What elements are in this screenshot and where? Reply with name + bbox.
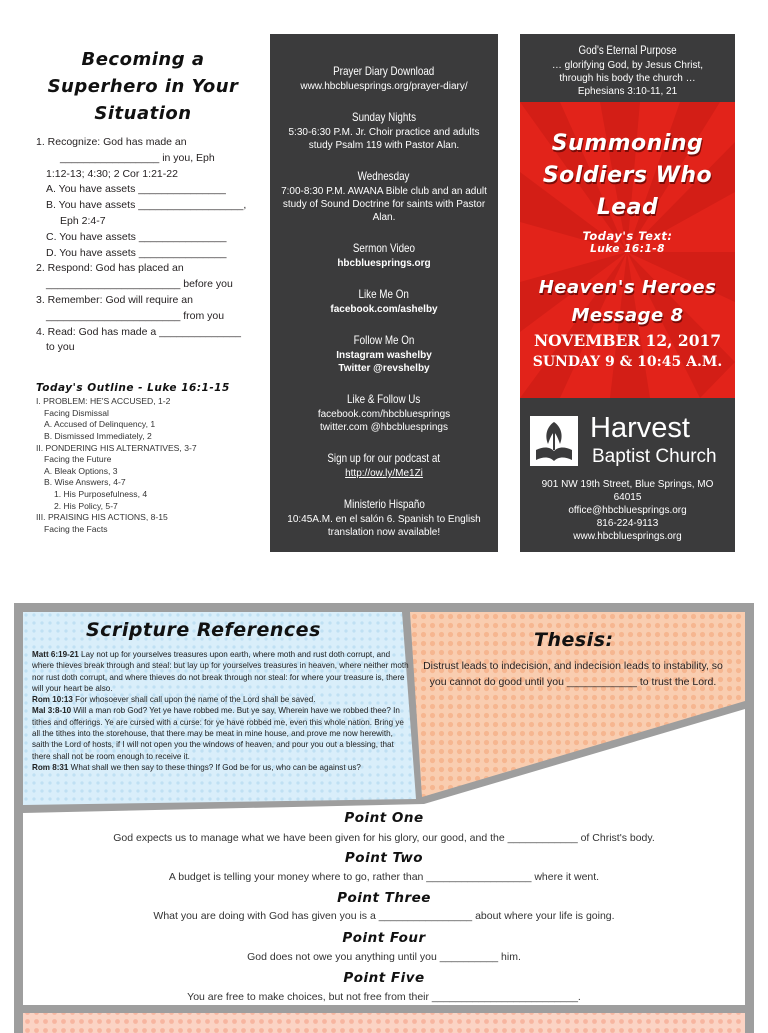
outline-item: I. PROBLEM: HE'S ACCUSED, 1-2 xyxy=(36,396,171,407)
scripture-passage: For whosoever shall call upon the name of the Lord shall be saved. xyxy=(72,695,316,705)
point-one-text: God expects us to manage what we have been given for his glory, our good, and the ____________ of Christ's body. xyxy=(113,832,655,844)
outline-item: B. Dismissed Immediately, 2 xyxy=(44,430,152,441)
church-facebook-link[interactable]: facebook.com/hbcbluesprings xyxy=(317,409,451,420)
ministerio-hispano-block xyxy=(270,495,498,539)
scripture-heading: Scripture References xyxy=(86,619,321,641)
like-follow-us-block xyxy=(270,390,498,434)
church-name: Harvest xyxy=(590,412,690,444)
church-twitter-link[interactable]: twitter.com @hbcbluesprings xyxy=(320,422,448,433)
church-zip: 64015 xyxy=(613,492,642,503)
series-name-line: Heaven's Heroes xyxy=(538,277,717,298)
series-title xyxy=(520,128,735,224)
church-phone: 816-224-9113 xyxy=(596,518,659,529)
info-title: Sign up for our podcast at xyxy=(327,451,441,465)
fill-in-line: A. You have assets _______________ xyxy=(46,183,226,196)
point-one-heading: Point One xyxy=(344,810,424,826)
series-name xyxy=(520,274,735,330)
thesis-text: Distrust leads to indecision, and indecision leads to instability, so you cannot do good until you ____________ to trust the Lord. xyxy=(423,660,723,688)
info-title: Wednesday xyxy=(358,169,410,183)
sermon-title xyxy=(36,46,250,127)
fill-in-line: _______________________ before you xyxy=(46,278,233,291)
scripture-passage: Lay not up for yourselves treasures upon earth, where moth and rust doth corrupt, and where thieves break through and steal: but lay up for yourselves treasures in heaven, where neither moth nor rust doth corrupt, and where thieves do not break through nor steal: for where your treasure is, there will your heart be also. xyxy=(32,650,409,693)
fill-in-line: 1. Recognize: God has made an xyxy=(36,136,187,148)
series-title-line: Soldiers Who xyxy=(542,163,713,188)
fill-in-line: B. You have assets __________________, xyxy=(46,199,247,212)
church-contact-box xyxy=(520,398,735,552)
purpose-line: Ephesians 3:10-11, 21 xyxy=(577,86,678,97)
sermon-video-link[interactable]: hbcbluesprings.org xyxy=(337,258,431,269)
info-title: Like Me On xyxy=(358,287,410,301)
footer-panel xyxy=(23,1013,745,1033)
church-info-panel xyxy=(270,34,498,552)
outline-item: Facing Dismissal xyxy=(44,407,109,418)
fill-in-line: Eph 2:4-7 xyxy=(60,214,106,227)
info-text: 10:45A.M. en el salón 6. Spanish to English translation now available! xyxy=(287,514,481,538)
point-five-text: You are free to make choices, but not free from their _________________________. xyxy=(187,991,581,1003)
outline-item: B. Wise Answers, 4-7 xyxy=(44,477,126,488)
fill-in-line: to you xyxy=(46,341,75,354)
eternal-purpose-box xyxy=(520,34,735,102)
series-title-line: Lead xyxy=(596,195,659,220)
fill-in-line: 4. Read: God has made a ______________ xyxy=(36,325,241,338)
purpose-line: through his body the church … xyxy=(559,73,696,84)
info-title: Follow Me On xyxy=(353,333,415,347)
outline-item: III. PRAISING HIS ACTIONS, 8-15 xyxy=(36,512,168,523)
sermon-date: NOVEMBER 12, 2017 xyxy=(533,331,722,350)
church-website-link[interactable]: www.hbcbluesprings.org xyxy=(573,531,682,542)
info-title: Ministerio Hispaño xyxy=(343,497,425,511)
info-title: Prayer Diary Download xyxy=(333,64,435,78)
sermon-title-line: Becoming a xyxy=(81,49,205,70)
follow-me-block xyxy=(270,331,498,375)
point-four-heading: Point Four xyxy=(342,930,426,946)
church-address: 901 NW 19th Street, Blue Springs, MO xyxy=(541,479,714,490)
point-three-heading: Point Three xyxy=(337,890,431,906)
info-text: 7:00-8:30 P.M. AWANA Bible club and an adult study of Sound Doctrine for saints with Pastor Alan. xyxy=(281,186,487,223)
sunday-nights-block xyxy=(270,108,498,152)
sermon-series-banner xyxy=(520,102,735,398)
point-two-text: A budget is telling your money where to go, rather than __________________ where it went. xyxy=(168,871,600,883)
purpose-title: God's Eternal Purpose xyxy=(578,45,677,57)
twitter-handle[interactable]: Twitter @revshelby xyxy=(338,363,430,374)
todays-text-reference: Luke 16:1-8 xyxy=(590,243,665,255)
service-times: SUNDAY 9 & 10:45 A.M. xyxy=(532,354,723,370)
outline-item: 1. His Purposefulness, 4 xyxy=(54,488,148,499)
info-text: 5:30-6:30 P.M. Jr. Choir practice and adults study Psalm 119 with Pastor Alan. xyxy=(288,127,480,151)
outline-item: A. Accused of Delinquency, 1 xyxy=(44,419,156,430)
series-title-line: Summoning xyxy=(551,131,704,156)
podcast-block xyxy=(270,449,498,480)
fill-in-blank-list xyxy=(36,135,250,356)
outline-item: 2. His Policy, 5-7 xyxy=(54,500,118,511)
scripture-ref: Rom 8:31 xyxy=(32,762,69,772)
todays-text-label: Today's Text: xyxy=(582,229,673,243)
outline-list xyxy=(36,396,250,535)
church-contact xyxy=(520,478,735,543)
church-logo-icon xyxy=(530,416,578,466)
church-email-link[interactable]: office@hbcbluesprings.org xyxy=(568,505,687,516)
outline-item: II. PONDERING HIS ALTERNATIVES, 3-7 xyxy=(36,442,197,453)
info-title: Like & Follow Us xyxy=(347,392,421,406)
wednesday-block xyxy=(270,167,498,224)
outline-item: Facing the Facts xyxy=(44,523,108,534)
fill-in-line: _________________ in you, Eph xyxy=(60,151,215,164)
thesis-heading: Thesis: xyxy=(534,629,614,651)
podcast-link[interactable]: http://ow.ly/Me1Zi xyxy=(345,468,423,479)
scripture-passage: Will a man rob God? Yet ye have robbed me. But ye say, Wherein have we robbed thee? In tithes and offerings. Ye are cursed with a curse: for ye have robbed me, even this whole nation. Bring ye all the tithes into the storehouse, that there may be meat in mine house, and prove me now herewith, saith the Lord of hosts, if I will not open you the windows of heaven, and pour you out a blessing, that there shall not be room enough to receive it. xyxy=(32,706,404,761)
outline-item: A. Bleak Options, 3 xyxy=(44,465,118,476)
scripture-ref: Matt 6:19-21 xyxy=(32,650,79,659)
sermon-notes-column xyxy=(36,46,250,535)
fill-in-line: 1:12-13; 4:30; 2 Cor 1:21-22 xyxy=(46,167,178,180)
point-two-heading: Point Two xyxy=(344,850,424,866)
fill-in-line: _______________________ from you xyxy=(46,309,225,322)
notes-page xyxy=(14,603,754,1033)
church-name-sub: Baptist Church xyxy=(592,446,717,467)
point-three-text: What you are doing with God has given you is a ________________ about where your life is going. xyxy=(153,910,615,922)
fill-in-line: 3. Remember: God will require an xyxy=(36,293,193,306)
scripture-ref: Mal 3:8-10 xyxy=(32,706,72,716)
info-title: Sunday Nights xyxy=(351,110,416,124)
sermon-video-block xyxy=(270,239,498,270)
fill-in-line: D. You have assets _______________ xyxy=(46,246,227,259)
facebook-link[interactable]: facebook.com/ashelby xyxy=(330,304,438,315)
info-title: Sermon Video xyxy=(352,241,416,255)
point-four-text: God does not owe you anything until you __________ him. xyxy=(247,951,521,963)
scripture-passage: What shall we then say to these things? If God be for us, who can be against us? xyxy=(68,762,361,772)
scripture-ref: Rom 10:13 xyxy=(32,695,73,705)
prayer-diary-link[interactable]: www.hbcbluesprings.org/prayer-diary/ xyxy=(300,81,468,92)
prayer-diary-block xyxy=(270,62,498,93)
sermon-title-line: Superhero in Your xyxy=(47,76,239,97)
like-me-block xyxy=(270,285,498,316)
purpose-line: … glorifying God, by Jesus Christ, xyxy=(551,60,704,71)
fill-in-line: 2. Respond: God has placed an xyxy=(36,262,184,275)
point-five-heading: Point Five xyxy=(343,970,425,986)
scripture-text xyxy=(32,649,412,773)
outline-item: Facing the Future xyxy=(44,454,112,465)
purpose-text xyxy=(520,59,735,98)
outline-heading: Today's Outline - Luke 16:1-15 xyxy=(36,382,230,395)
fill-in-line: C. You have assets _______________ xyxy=(46,230,227,243)
sermon-title-line: Situation xyxy=(94,103,192,124)
series-name-line: Message 8 xyxy=(571,305,684,326)
instagram-handle[interactable]: Instagram washelby xyxy=(336,350,432,361)
